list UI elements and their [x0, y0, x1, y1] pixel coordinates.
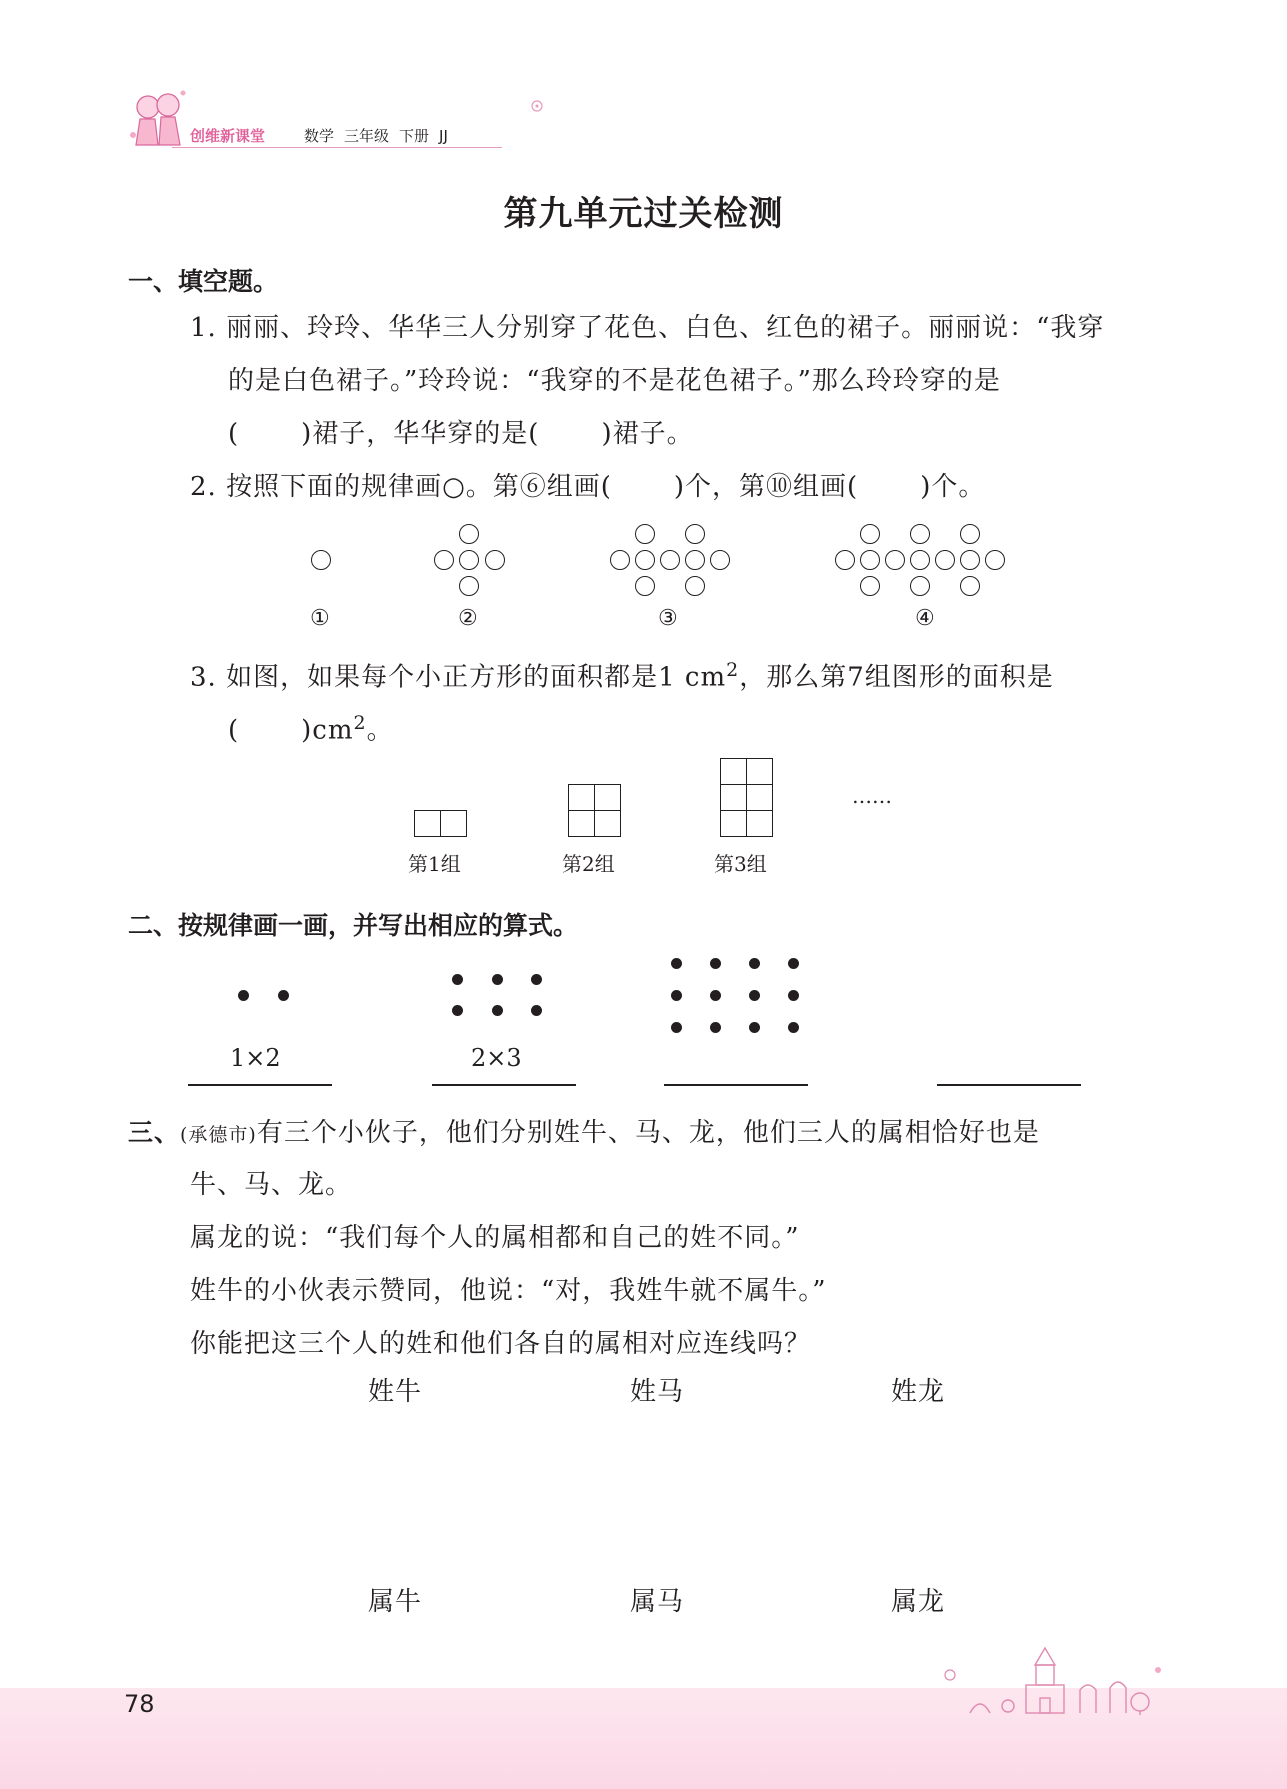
- circle: [860, 524, 880, 544]
- circle: [910, 550, 930, 570]
- circle: [885, 550, 905, 570]
- q1-line3: [228, 408, 694, 461]
- grid-square: [440, 810, 467, 837]
- page-number: 78: [124, 1690, 155, 1718]
- grid-square: [568, 810, 595, 837]
- circle: [610, 550, 630, 570]
- q1-line1: 1. 丽丽、玲玲、华华三人分别穿了花色、白色、红色的裙子。丽丽说：“我穿: [190, 313, 1105, 343]
- surname-niu[interactable]: 姓牛: [368, 1377, 423, 1407]
- dot: [710, 990, 721, 1001]
- circle: [985, 550, 1005, 570]
- volume: 下册: [399, 127, 430, 145]
- q2-text-a: 2. 按照下面的规律画○。第⑥组画(: [190, 472, 612, 502]
- answer-line-2: [432, 1084, 576, 1086]
- edition: JJ: [439, 127, 448, 145]
- grade: 三年级: [344, 127, 390, 145]
- circle: [311, 550, 331, 570]
- circle: [685, 524, 705, 544]
- q3-line2: [228, 697, 394, 758]
- dot: [749, 1022, 760, 1033]
- dot: [531, 974, 542, 985]
- circle: [710, 550, 730, 570]
- q3-end: 。: [366, 715, 394, 746]
- dot: [531, 1005, 542, 1016]
- answer-line-1: [188, 1084, 332, 1086]
- circle: [910, 524, 930, 544]
- q3-group-label-2: 第2组: [562, 852, 615, 876]
- q2-label-1: ①: [310, 606, 330, 631]
- dot: [452, 974, 463, 985]
- circle: [860, 576, 880, 596]
- s3-line3: 属龙的说：“我们每个人的属相都和自己的姓不同。”: [190, 1223, 800, 1253]
- q3-ellipsis: ……: [852, 784, 892, 808]
- question-source: (承德市): [180, 1124, 257, 1146]
- q2-label-2: ②: [458, 606, 478, 631]
- section-2-heading: 二、按规律画一画，并写出相应的算式。: [128, 911, 579, 940]
- brand-name: 创维新课堂: [190, 127, 266, 145]
- grid-square: [746, 758, 773, 785]
- grid-square: [414, 810, 441, 837]
- grid-square: [746, 784, 773, 811]
- circle: [660, 550, 680, 570]
- dot: [452, 1005, 463, 1016]
- book-meta: [304, 125, 458, 146]
- q2-label-4: ④: [915, 606, 935, 631]
- s3-line2: 牛、马、龙。: [190, 1170, 353, 1200]
- expression-2: 2×3: [471, 1044, 522, 1072]
- circle: [910, 576, 930, 596]
- q1-paren-open: (: [228, 419, 240, 449]
- s3-line4: 姓牛的小伙表示赞同，他说：“对，我姓牛就不属牛。”: [190, 1276, 827, 1306]
- circle: [434, 550, 454, 570]
- grid-square: [720, 810, 747, 837]
- q3-group-label-3: 第3组: [714, 852, 767, 876]
- q1-line2: 的是白色裙子。”玲玲说：“我穿的不是花色裙子。”那么玲玲穿的是: [228, 366, 1001, 396]
- dot: [749, 990, 760, 1001]
- grid-square: [746, 810, 773, 837]
- circle: [459, 576, 479, 596]
- circle: [459, 550, 479, 570]
- dot: [671, 958, 682, 969]
- q2-text-c: )个。: [920, 472, 986, 502]
- dot: [710, 1022, 721, 1033]
- q1-line3-end: )裙子。: [601, 419, 694, 449]
- q3-paren-open: (: [228, 715, 240, 746]
- circle: [635, 550, 655, 570]
- circle: [960, 550, 980, 570]
- subject: 数学: [304, 127, 335, 145]
- q2-text-b: )个，第⑩组画(: [673, 472, 859, 502]
- kids-mascot-icon: [128, 85, 188, 155]
- page-header: [128, 85, 508, 155]
- answer-line-3[interactable]: [664, 1084, 808, 1086]
- q3-line1-b: ，那么第7组图形的面积是: [739, 662, 1054, 693]
- section-1-heading: 一、填空题。: [128, 267, 279, 296]
- dot: [788, 990, 799, 1001]
- dot: [749, 958, 760, 969]
- grid-square: [594, 784, 621, 811]
- dot: [492, 974, 503, 985]
- zodiac-horse[interactable]: 属马: [630, 1587, 685, 1617]
- dot: [278, 990, 289, 1001]
- circle: [685, 550, 705, 570]
- header-rule: [172, 147, 502, 148]
- circle: [835, 550, 855, 570]
- zodiac-ox[interactable]: 属牛: [368, 1587, 423, 1617]
- dot: [238, 990, 249, 1001]
- circle: [935, 550, 955, 570]
- dot: [671, 990, 682, 1001]
- circle: [635, 576, 655, 596]
- circle: [960, 524, 980, 544]
- q3-unit: )cm: [301, 715, 354, 746]
- surname-ma[interactable]: 姓马: [630, 1377, 685, 1407]
- answer-line-4[interactable]: [937, 1084, 1081, 1086]
- q3-group-label-1: 第1组: [408, 852, 461, 876]
- q1-line3-mid: )裙子，华华穿的是(: [301, 419, 540, 449]
- castle-decoration-icon: [930, 1640, 1170, 1715]
- grid-square: [720, 758, 747, 785]
- dot: [671, 1022, 682, 1033]
- page-title: 第九单元过关检测: [503, 194, 784, 234]
- grid-square: [594, 810, 621, 837]
- circle: [860, 550, 880, 570]
- flower-icon: [528, 98, 546, 114]
- dot: [788, 1022, 799, 1033]
- grid-square: [568, 784, 595, 811]
- q3-sup-2: 2: [353, 712, 367, 734]
- q3-line1-a: 3. 如图，如果每个小正方形的面积都是1 cm: [190, 662, 727, 693]
- q2-text: [190, 461, 985, 514]
- dot: [710, 958, 721, 969]
- grid-square: [720, 784, 747, 811]
- s3-line5: 你能把这三个人的姓和他们各自的属相对应连线吗？: [190, 1329, 812, 1359]
- q2-label-3: ③: [658, 606, 678, 631]
- circle: [635, 524, 655, 544]
- q3-line1: [190, 644, 1054, 705]
- zodiac-dragon[interactable]: 属龙: [891, 1587, 946, 1617]
- surname-long[interactable]: 姓龙: [891, 1377, 946, 1407]
- circle: [459, 524, 479, 544]
- section-3-intro: [128, 1106, 1040, 1162]
- section-3-heading: 三、: [128, 1118, 181, 1147]
- circle: [960, 576, 980, 596]
- circle: [485, 550, 505, 570]
- dot: [788, 958, 799, 969]
- s3-line1: 有三个小伙子，他们分别姓牛、马、龙，他们三人的属相恰好也是: [256, 1118, 1040, 1148]
- dot: [492, 1005, 503, 1016]
- q3-sup-1: 2: [726, 659, 740, 681]
- circle: [685, 576, 705, 596]
- expression-1: 1×2: [230, 1044, 281, 1072]
